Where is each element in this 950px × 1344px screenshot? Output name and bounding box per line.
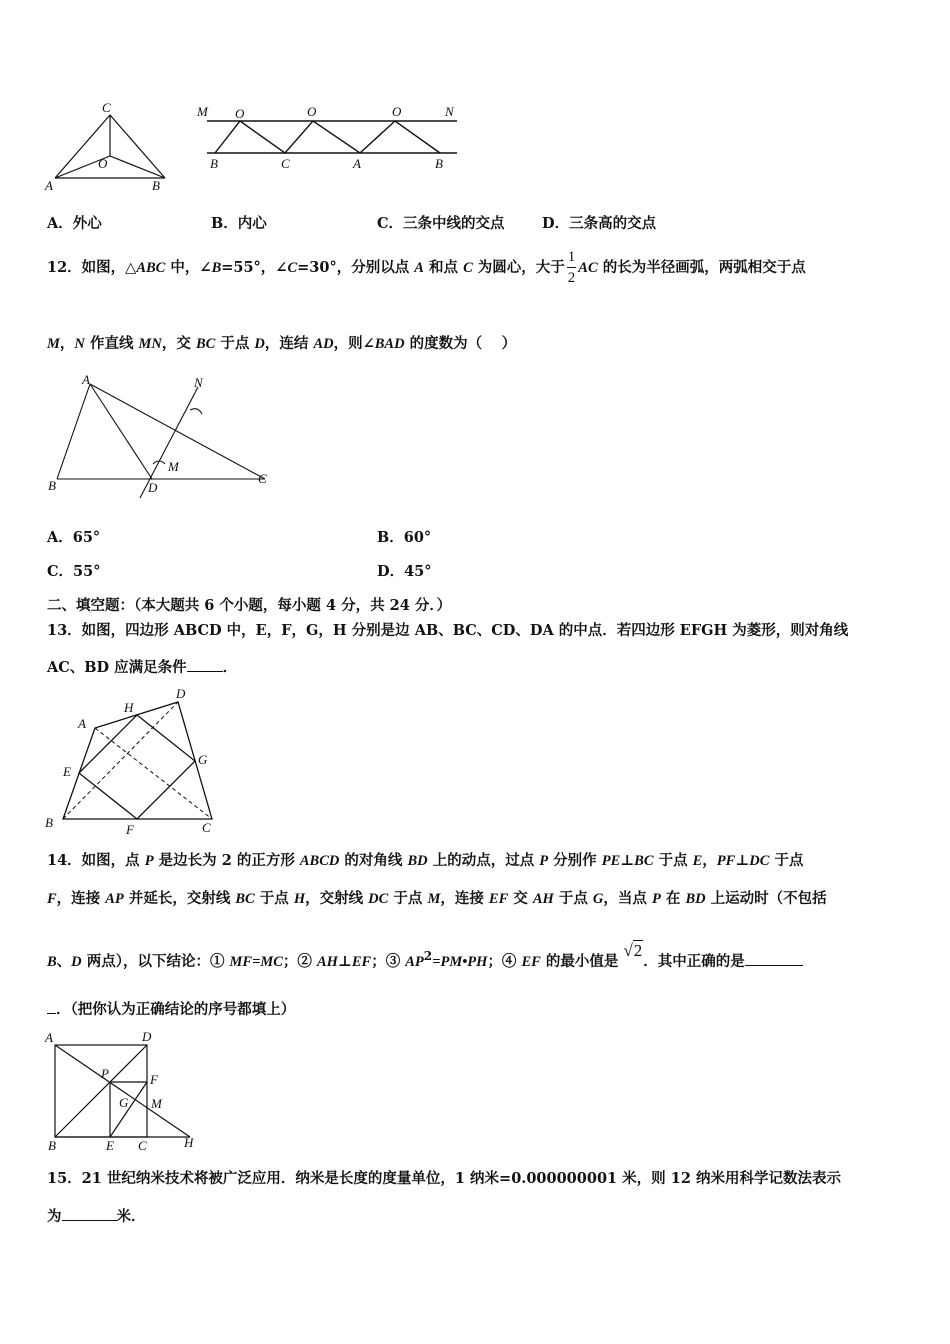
q11-label-o2: O bbox=[307, 104, 317, 119]
q14-label-h: H bbox=[184, 1135, 194, 1150]
q11-label-o: O bbox=[98, 156, 108, 171]
q14-label-p: P bbox=[101, 1066, 109, 1081]
q14-line-4: ．（把你认为正确结论的序号都填上） bbox=[47, 998, 295, 1019]
q11-label-m: M bbox=[197, 104, 208, 119]
q14-line-1: 14．如图，点 P 是边长为 2 的正方形 ABCD 的对角线 BD 上的动点，过点 P 分别作 PE⊥BC 于点 E，PF⊥DC 于点 bbox=[47, 852, 804, 869]
q11-option-c: C．三条中线的交点 bbox=[377, 215, 505, 232]
q12-label-n: N bbox=[194, 375, 203, 390]
q12-option-b: B．60° bbox=[377, 529, 432, 546]
q14-label-c: C bbox=[138, 1138, 147, 1153]
q13-label-g: G bbox=[198, 752, 208, 767]
q14-label-d: D bbox=[142, 1030, 152, 1044]
q11-option-a: A．外心 bbox=[47, 215, 102, 232]
q12-fraction: $\frac{1}{2}$ bbox=[567, 249, 576, 286]
q14-sqrt2: √2 bbox=[623, 940, 643, 960]
q11-label-a1: A bbox=[353, 156, 361, 171]
q12-label-b: B bbox=[48, 478, 56, 493]
q12-figure bbox=[40, 372, 280, 502]
q12-label-m: M bbox=[168, 459, 179, 474]
q12-option-c: C．55° bbox=[47, 563, 101, 580]
q13-line-1: 13．如图，四边形 ABCD 中，E，F，G，H 分别是边 AB、BC、CD、DA 的中点．若四边形 EFGH 为菱形，则对角线 bbox=[47, 622, 849, 639]
q11-option-d: D．三条高的交点 bbox=[542, 215, 657, 232]
q12-line-1: 12．如图，△ABC 中，∠B=55°，∠C=30°，分别以点 A 和点 C 为圆心，大于 $\frac{1}{2}$ AC 的长为半径画弧，两弧相交于点 bbox=[47, 249, 806, 286]
q13-figure bbox=[40, 686, 225, 836]
q13-label-h: H bbox=[124, 700, 134, 715]
q15-line-2: 为 米． bbox=[47, 1208, 146, 1225]
q14-figure bbox=[40, 1030, 200, 1154]
q11-label-b: B bbox=[152, 178, 160, 193]
q14-label-a: A bbox=[45, 1030, 53, 1045]
q14-answer-blank[interactable] bbox=[745, 951, 803, 966]
q13-label-b: B bbox=[45, 815, 53, 830]
q11-label-n: N bbox=[445, 104, 454, 119]
q12-label-d: D bbox=[148, 480, 158, 495]
q14-label-m: M bbox=[151, 1096, 162, 1111]
q13-label-a: A bbox=[78, 716, 86, 731]
q13-answer-blank[interactable] bbox=[187, 657, 223, 672]
q15-line-1: 15．21 世纪纳米技术将被广泛应用．纳米是长度的度量单位，1 纳米=0.000000001 米，则 12 纳米用科学记数法表示 bbox=[47, 1170, 841, 1187]
q11-label-c: C bbox=[102, 100, 111, 115]
q11-label-o3: O bbox=[392, 104, 402, 119]
q11-label-b1: B bbox=[210, 156, 218, 171]
q11-label-a: A bbox=[45, 178, 53, 193]
q13-label-c: C bbox=[202, 820, 211, 835]
q12-option-d: D．45° bbox=[377, 563, 432, 580]
q14-label-e: E bbox=[106, 1138, 114, 1153]
q15-answer-blank[interactable] bbox=[62, 1206, 117, 1221]
q14-label-f: F bbox=[150, 1072, 158, 1087]
q11-triangle-figure bbox=[40, 100, 170, 195]
q13-label-d: D bbox=[176, 686, 186, 701]
q11-zigzag-figure bbox=[195, 100, 465, 175]
q14-line-2: F，连接 AP 并延长，交射线 BC 于点 H，交射线 DC 于点 M，连接 EF 交 AH 于点 G，当点 P 在 BD 上运动时（不包括 bbox=[47, 890, 827, 907]
q13-label-e: E bbox=[63, 764, 71, 779]
q14-line-3: B、D 两点），以下结论：① MF=MC；② AH⊥EF；③ $AP^2=PM•PH$；④ EF 的最小值是 √2．其中正确的是 bbox=[47, 949, 803, 971]
q11-option-b: B．内心 bbox=[211, 215, 267, 232]
q11-label-c1: C bbox=[281, 156, 290, 171]
q12-label-a: A bbox=[82, 372, 90, 387]
q14-label-b: B bbox=[48, 1138, 56, 1153]
q12-label-c: C bbox=[258, 471, 267, 486]
q14-answer-blank-cont[interactable] bbox=[47, 999, 56, 1014]
q11-label-o1: O bbox=[235, 106, 245, 121]
q12-line-2: M，N 作直线 MN，交 BC 于点 D，连结 AD，则∠BAD 的度数为（ ） bbox=[47, 335, 517, 352]
q11-label-b2: B bbox=[435, 156, 443, 171]
q13-label-f: F bbox=[126, 822, 134, 836]
section-2-heading: 二、填空题：（本大题共 6 个小题，每小题 4 分，共 24 分．） bbox=[47, 597, 452, 614]
q12-option-a: A．65° bbox=[47, 529, 101, 546]
q13-line-2: AC、BD 应满足条件 ． bbox=[47, 659, 238, 676]
q14-label-g: G bbox=[119, 1095, 129, 1110]
